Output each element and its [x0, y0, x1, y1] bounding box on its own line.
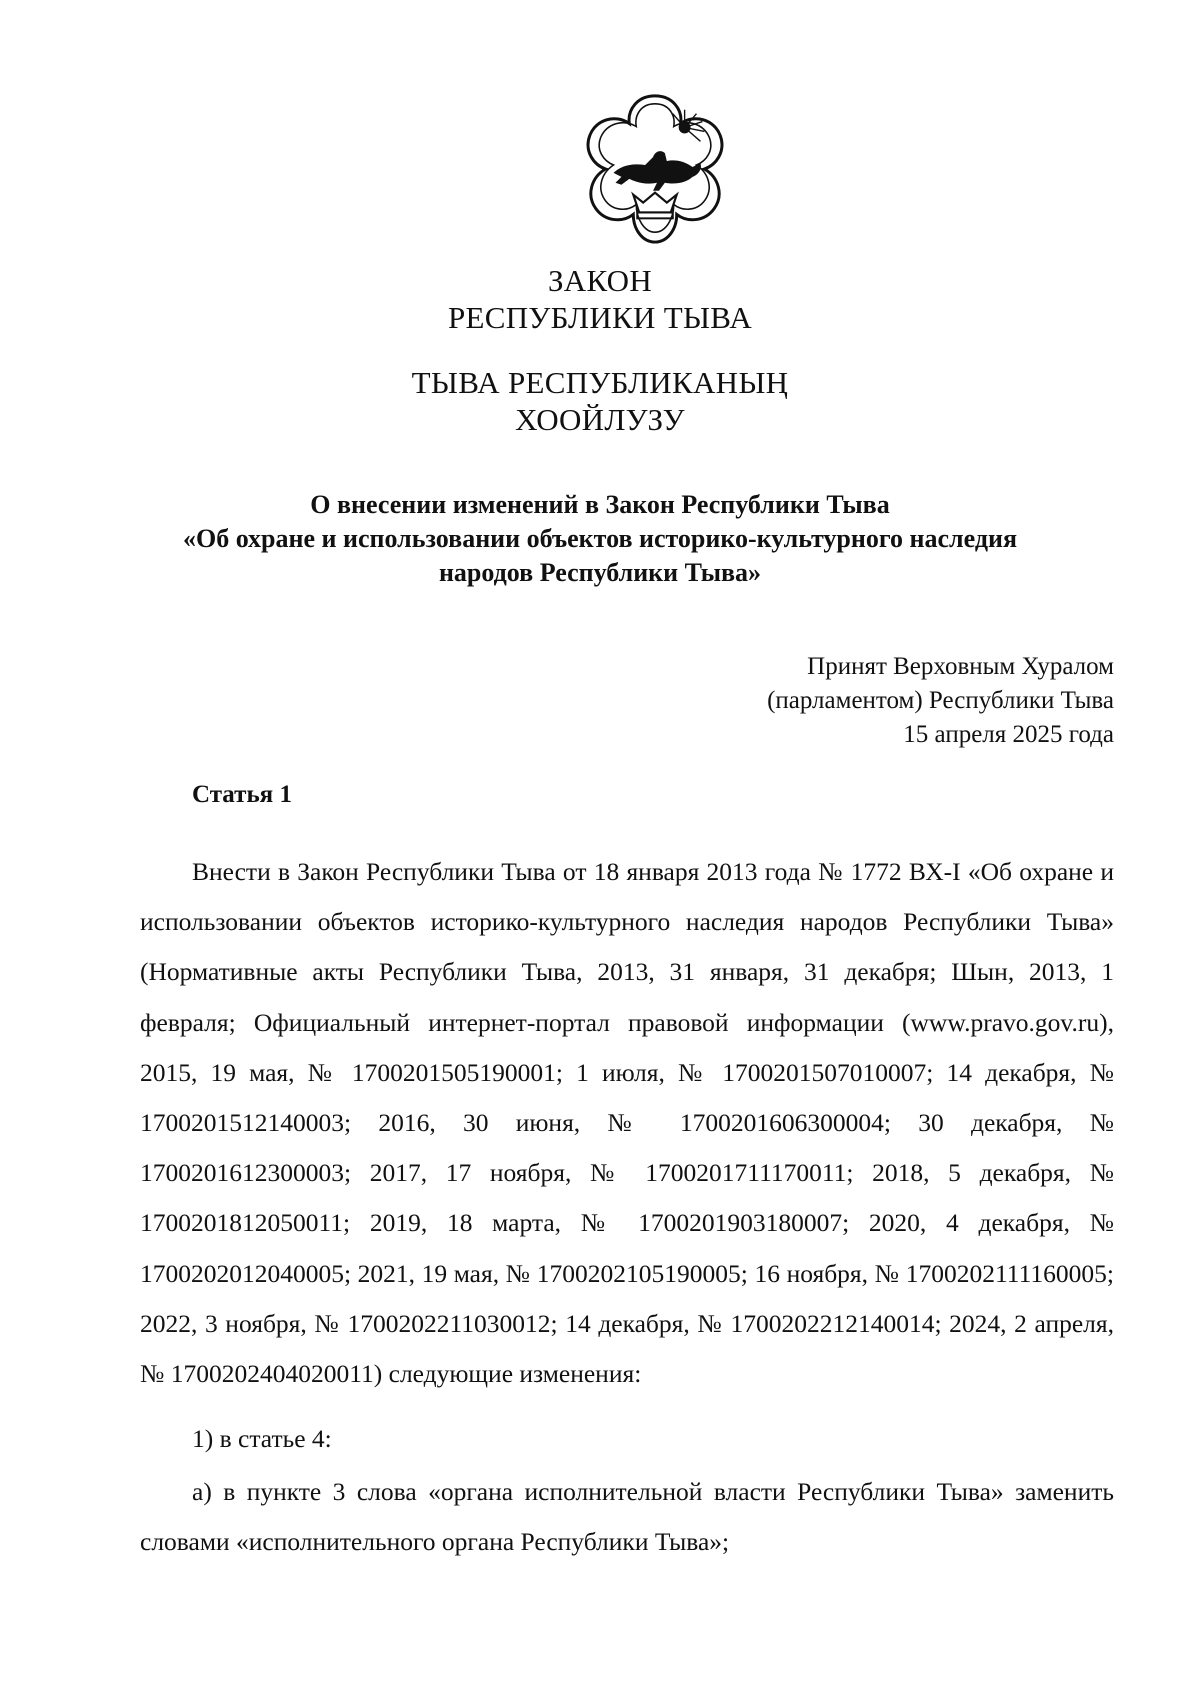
adoption-line-1: Принят Верховным Хуралом	[807, 653, 1114, 680]
law-title-russian	[0, 262, 1200, 336]
law-title-tuvan	[0, 364, 1200, 438]
adoption-note	[767, 650, 1114, 752]
article-item-a: а) в пункте 3 слова «органа исполнительной власти Республики Тыва» заменить словами «исполнительного органа Республики Тыва»;	[140, 1477, 1114, 1557]
article-paragraph-main: Внести в Закон Республики Тыва от 18 января 2013 года № 1772 ВХ-I «Об охране и использовании объектов историко-культурного наследия народов Республики Тыва» (Нормативные акты Республики Тыва, 2013, 31 января, 31 декабря; Шын, 2013, 1 февраля; Официальный интернет-портал правовой информации (www.pravo.gov.ru), 2015, 19 мая, № 1700201505190001; 1 июля, № 1700201507010007; 14 декабря, № 1700201512140003; 2016, 30 июня, № 1700201606300004; 30 декабря, № 1700201612300003; 2017, 17 ноября, № 1700201711170011; 2018, 5 декабря, № 1700201812050011; 2019, 18 марта, № 1700201903180007; 2020, 4 декабря, № 1700202012040005; 2021, 19 мая, № 1700202105190005; 16 ноября, № 1700202111160005; 2022, 3 ноября, № 1700202211030012; 14 декабря, № 1700202212140014; 2024, 2 апреля, № 1700202404020011) следующие изменения:	[140, 857, 1114, 1389]
title-ru-line-1: ЗАКОН	[547, 263, 653, 298]
article-item-1: 1) в статье 4:	[192, 1424, 332, 1453]
tuva-coat-of-arms-icon	[576, 88, 734, 246]
article-heading: Статья 1	[192, 781, 292, 808]
title-tv-line-2: ХООЙЛУЗУ	[515, 402, 685, 437]
title-tv-line-1: ТЫВА РЕСПУБЛИКАНЫҢ	[411, 365, 789, 400]
title-ru-line-2: РЕСПУБЛИКИ ТЫВА	[447, 300, 753, 335]
subject-line-1: О внесении изменений в Закон Республики Тыва	[310, 490, 890, 519]
law-subject-heading	[100, 488, 1100, 590]
adoption-date: 15 апреля 2025 года	[903, 721, 1114, 748]
subject-line-3: народов Республики Тыва»	[438, 558, 762, 587]
adoption-line-2: (парламентом) Республики Тыва	[767, 687, 1114, 714]
subject-line-2: «Об охране и использовании объектов историко-культурного наследия	[182, 524, 1018, 553]
